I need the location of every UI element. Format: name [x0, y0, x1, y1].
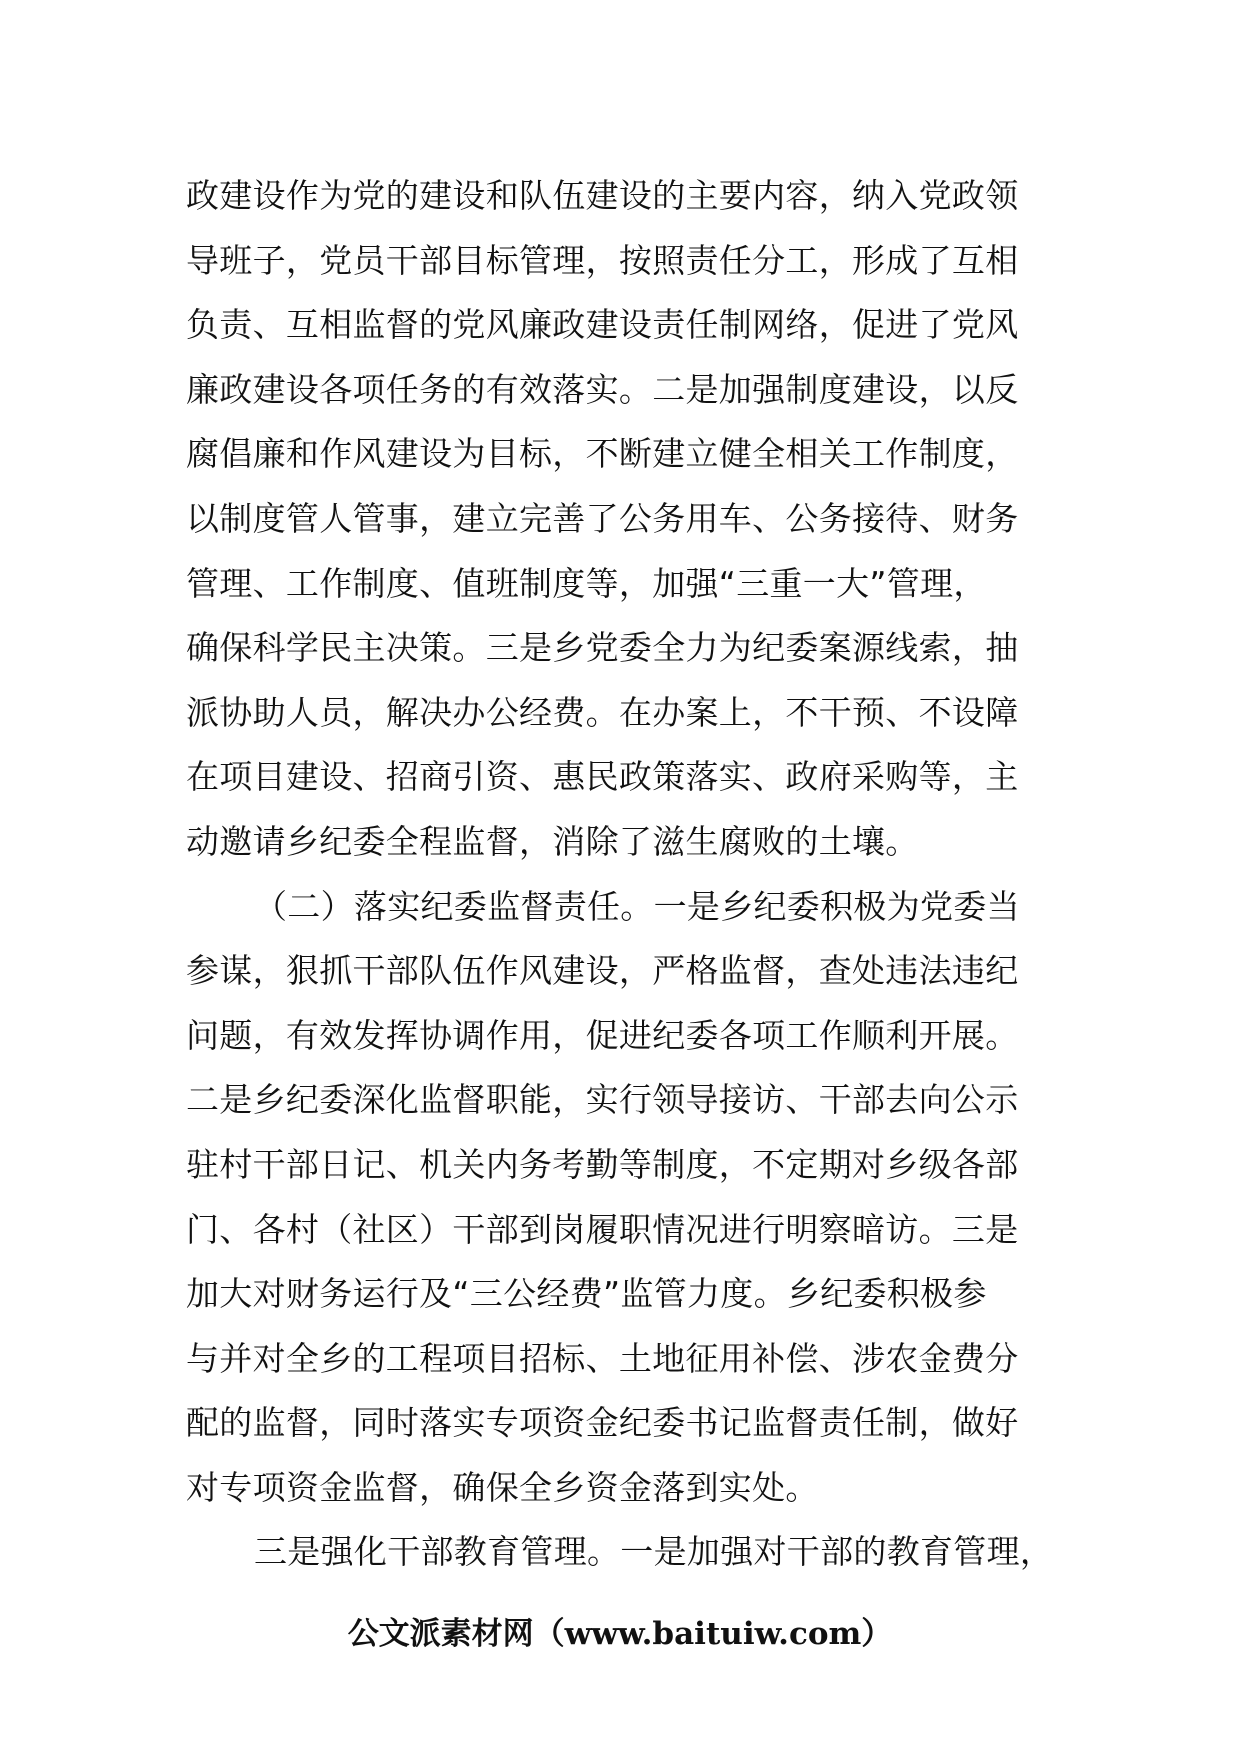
text-line: 门、各村（社区）干部到岗履职情况进行明察暗访。三是: [186, 1209, 1019, 1249]
text-line: （二）落实纪委监督责任。一是乡纪委积极为党委当: [254, 886, 1020, 926]
text-line: 以制度管人管事，建立完善了公务用车、公务接待、财务: [186, 498, 1019, 538]
text-line: 二是乡纪委深化监督职能，实行领导接访、干部去向公示: [186, 1080, 1019, 1120]
text-line: 管理、工作制度、值班制度等，加强“三重一大”管理，: [186, 563, 987, 603]
footer-watermark: 公文派素材网（www.baituiw.com）: [347, 1616, 893, 1652]
text-line: 确保科学民主决策。三是乡党委全力为纪委案源线索，抽: [186, 628, 1019, 668]
text-line: 对专项资金监督，确保全乡资金落到实处。: [186, 1467, 819, 1507]
text-line: 与并对全乡的工程项目招标、土地征用补偿、涉农金费分: [186, 1338, 1019, 1378]
text-line: 动邀请乡纪委全程监督，消除了滋生腐败的土壤。: [186, 821, 919, 861]
text-line: 三是强化干部教育管理。一是加强对干部的教育管理，: [254, 1532, 1054, 1572]
text-line: 配的监督，同时落实专项资金纪委书记监督责任制，做好: [186, 1403, 1019, 1443]
paragraph-1: [186, 164, 1066, 875]
text-line: 参谋，狠抓干部队伍作风建设，严格监督，查处违法违纪: [186, 951, 1019, 991]
paragraph-3: [186, 1520, 1066, 1585]
text-line: 腐倡廉和作风建设为目标，不断建立健全相关工作制度，: [186, 434, 1019, 474]
text-line: 廉政建设各项任务的有效落实。二是加强制度建设，以反: [186, 369, 1019, 409]
paragraph-2: [186, 875, 1066, 1521]
text-line: 在项目建设、招商引资、惠民政策落实、政府采购等，主: [186, 757, 1019, 797]
text-line: 负责、互相监督的党风廉政建设责任制网络，促进了党风: [186, 305, 1019, 345]
text-line: 问题，有效发挥协调作用，促进纪委各项工作顺利开展。: [186, 1015, 1019, 1055]
text-line: 派协助人员，解决办公经费。在办案上，不干预、不设障: [186, 692, 1019, 732]
text-line: 政建设作为党的建设和队伍建设的主要内容，纳入党政领: [186, 176, 1019, 215]
text-line: 导班子，党员干部目标管理，按照责任分工，形成了互相: [186, 240, 1019, 280]
text-line: 驻村干部日记、机关内务考勤等制度，不定期对乡级各部: [186, 1144, 1019, 1184]
text-line: 加大对财务运行及“三公经费”监管力度。乡纪委积极参: [186, 1274, 987, 1314]
document-body: [186, 164, 1066, 1585]
